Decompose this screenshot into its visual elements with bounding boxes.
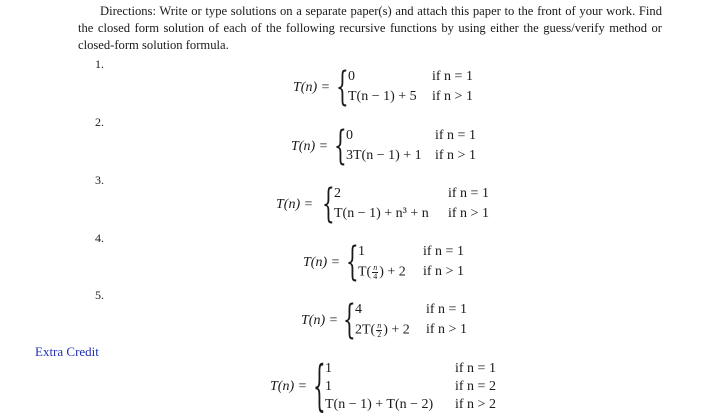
- case-expression: [334, 186, 341, 202]
- fraction: [376, 322, 382, 339]
- expression-part: ) + 2: [379, 264, 406, 280]
- problem-number: 2.: [95, 115, 104, 129]
- problem-number: 5.: [95, 288, 104, 302]
- expression-part: T(n − 1) + 5: [348, 89, 417, 104]
- fraction: [372, 264, 378, 281]
- problem-number: 4.: [95, 231, 104, 245]
- case-condition: if n > 1: [448, 206, 489, 221]
- expression-part: 1: [358, 244, 365, 259]
- expression-part: 2T(: [355, 322, 376, 338]
- case-condition: if n = 1: [426, 302, 467, 317]
- case-brace: {: [322, 179, 335, 227]
- case-condition: if n = 1: [423, 244, 464, 259]
- case-condition: if n > 1: [426, 322, 467, 337]
- equation-lhs: T(n) =: [301, 313, 339, 328]
- case-condition: if n > 1: [432, 89, 473, 104]
- case-expression: [355, 302, 362, 318]
- equation-lhs: T(n) =: [276, 197, 314, 212]
- equation-lhs: T(n) =: [270, 379, 308, 394]
- case-brace: {: [336, 62, 349, 110]
- case-expression: [325, 397, 433, 413]
- case-brace: {: [313, 352, 326, 418]
- case-expression: [358, 244, 365, 260]
- directions-text: Directions: Write or type solutions on a separate paper(s) and attach this paper to the front of your work. Find the closed form solution of each of the following recursive functions by using either the guess/verify method or closed-form solution formula.: [78, 4, 662, 52]
- case-expression: [346, 128, 353, 144]
- case-condition: if n = 1: [448, 186, 489, 201]
- equation-lhs: T(n) =: [291, 139, 329, 154]
- case-expression: [325, 361, 332, 377]
- expression-part: 2: [334, 186, 341, 201]
- case-expression: [346, 148, 422, 164]
- case-brace: {: [343, 295, 356, 343]
- fraction-numerator: n: [373, 263, 378, 272]
- expression-part: 0: [346, 128, 353, 143]
- case-expression: [348, 89, 417, 105]
- expression-part: 3T(n − 1) + 1: [346, 148, 422, 163]
- fraction-denominator: 4: [373, 272, 378, 281]
- expression-part: T(n − 1) + T(n − 2): [325, 397, 434, 412]
- case-condition: if n = 1: [455, 361, 496, 376]
- expression-part: T(n − 1) + n³ + n: [334, 206, 429, 221]
- expression-part: T(: [358, 264, 372, 280]
- case-brace: {: [334, 121, 347, 169]
- case-condition: if n = 1: [435, 128, 476, 143]
- problem-number: 1.: [95, 57, 104, 71]
- case-expression: [348, 69, 355, 85]
- expression-part: 0: [348, 69, 355, 84]
- case-brace: {: [346, 237, 359, 285]
- case-expression: [355, 322, 410, 339]
- expression-part: 4: [355, 302, 362, 317]
- case-condition: if n > 1: [423, 264, 464, 279]
- case-condition: if n = 1: [432, 69, 473, 84]
- extra-credit-label: Extra Credit: [35, 344, 99, 359]
- expression-part: 1: [325, 361, 332, 376]
- equation-lhs: T(n) =: [293, 80, 331, 95]
- case-expression: [325, 379, 332, 395]
- expression-part: 1: [325, 379, 332, 394]
- case-condition: if n > 2: [455, 397, 496, 412]
- expression-part: ) + 2: [383, 322, 410, 338]
- case-expression: [358, 264, 406, 281]
- case-expression: [334, 206, 429, 222]
- fraction-denominator: 2: [377, 330, 382, 339]
- problem-number: 3.: [95, 173, 104, 187]
- equation-lhs: T(n) =: [303, 255, 341, 270]
- fraction-numerator: n: [377, 321, 382, 330]
- case-condition: if n > 1: [435, 148, 476, 163]
- case-condition: if n = 2: [455, 379, 496, 394]
